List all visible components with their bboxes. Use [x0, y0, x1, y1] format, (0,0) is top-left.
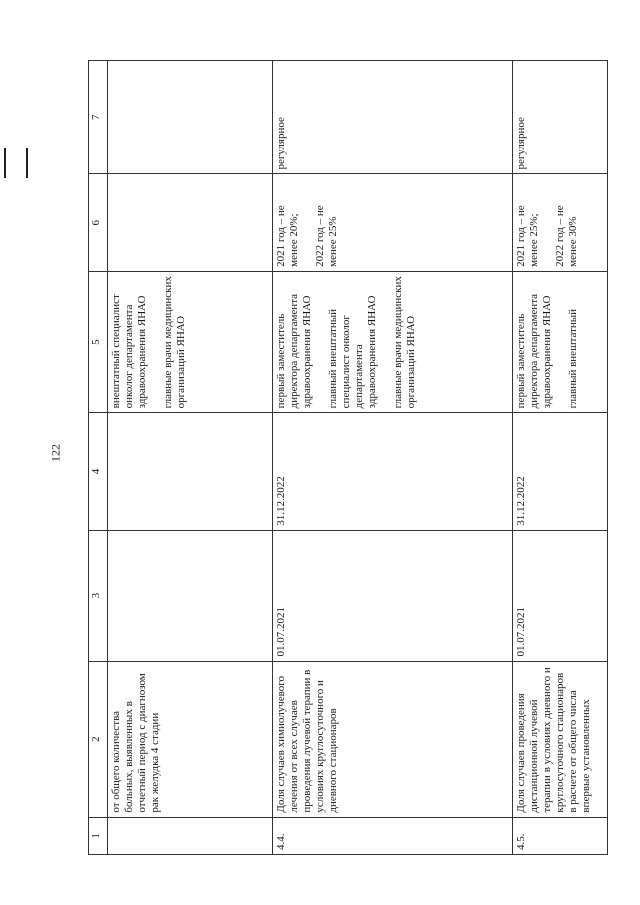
header-cell: 2 [89, 661, 108, 817]
responsible-line: первый заместитель директора департамента здравоохранения ЯНАО [515, 293, 553, 409]
target-cell [108, 174, 273, 271]
binding-mark [4, 148, 28, 178]
responsible-cell [513, 271, 608, 412]
start-date [108, 530, 273, 661]
type-cell: регулярное [273, 61, 513, 174]
responsible-line: главный внештатный [567, 308, 579, 409]
type-cell: регулярное [513, 61, 608, 174]
target-line: 2022 год – не менее 30% [554, 205, 579, 267]
header-cell: 4 [89, 413, 108, 530]
end-date: 31.12.2022 [513, 413, 608, 530]
responsible-line: главные врачи медицинских организаций ЯНАО [162, 276, 187, 409]
end-date: 31.12.2022 [273, 413, 513, 530]
indicator-name: от общего количества больных, выявленных в отчетный период с диагнозом рак желудка 4 стадии [108, 661, 273, 817]
responsible-line: первый заместитель директора департамента здравоохранения ЯНАО [275, 293, 313, 409]
target-line: 2021 год – не менее 25%; [515, 205, 540, 267]
target-cell [513, 174, 608, 271]
table-row [513, 61, 608, 855]
header-cell: 1 [89, 817, 108, 854]
header-cell: 7 [89, 61, 108, 174]
target-line: 2022 год – не менее 25% [314, 205, 339, 267]
header-cell: 6 [89, 174, 108, 271]
header-row [89, 61, 108, 855]
start-date: 01.07.2021 [273, 530, 513, 661]
header-cell: 5 [89, 271, 108, 412]
row-number: 4.5. [513, 817, 608, 854]
responsible-line: главный внештатный специалист онколог департамента здравоохранения ЯНАО [327, 295, 378, 409]
indicator-name: Доля случаев химиолучевого лечения от всех случаев проведения лучевой терапии в условиях круглосуточного и дневного стационаров [273, 661, 513, 817]
rotated-table-wrapper [88, 60, 606, 855]
responsible-line: главные врачи медицинских организаций ЯНАО [392, 276, 417, 409]
responsible-cell [273, 271, 513, 412]
target-cell [273, 174, 513, 271]
end-date [108, 413, 273, 530]
page-number: 122 [48, 444, 63, 462]
responsible-line: внештатный специалист онколог департамента здравоохранения ЯНАО [110, 294, 148, 409]
type-cell [108, 61, 273, 174]
row-number [108, 817, 273, 854]
table-row [273, 61, 513, 855]
row-number: 4.4. [273, 817, 513, 854]
indicator-name: Доля случаев проведения дистанционной лучевой терапии в условиях дневного и круглосуточного стационаров в расчете от общего числа впервые установленных [513, 661, 608, 817]
table-row [108, 61, 273, 855]
target-line: 2021 год – не менее 20%; [275, 205, 300, 267]
plan-table [88, 60, 608, 855]
responsible-cell [108, 271, 273, 412]
header-cell: 3 [89, 530, 108, 661]
start-date: 01.07.2021 [513, 530, 608, 661]
